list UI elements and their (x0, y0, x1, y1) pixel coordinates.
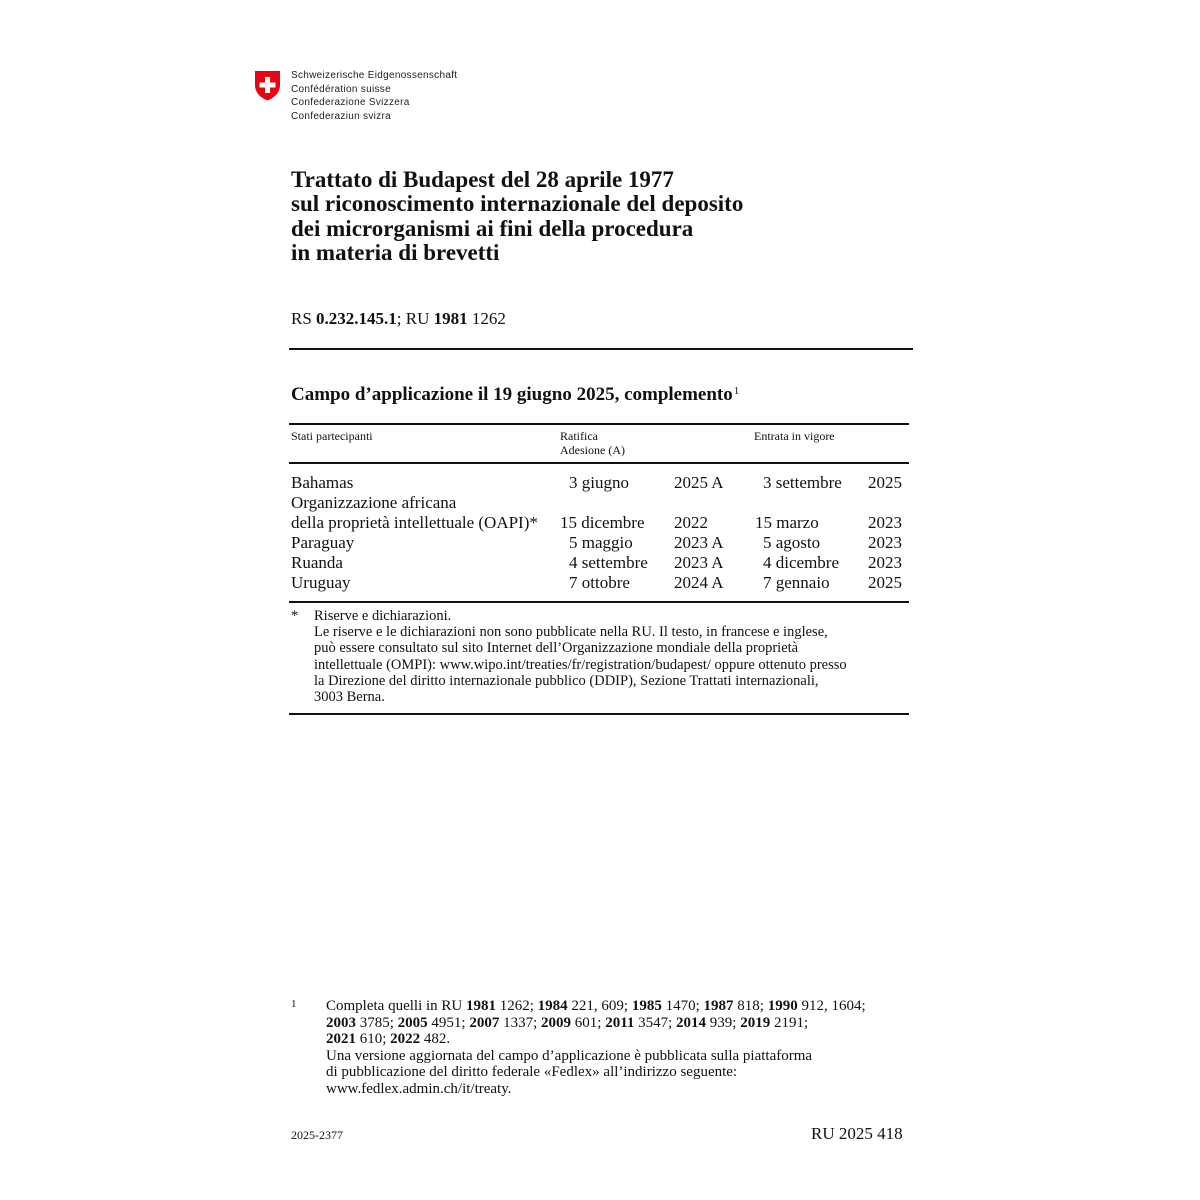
footnote-line: Completa quelli in RU 1981 1262; 1984 221, 609; 1985 1470; 1987 818; 1990 912, 1604; (326, 998, 866, 1014)
title-line: in materia di brevetti (291, 239, 500, 265)
footnote-line: 2021 610; 2022 482. (326, 1031, 451, 1047)
table-header-rule (289, 462, 909, 464)
footnote-line: 2003 3785; 2005 4951; 2007 1337; 2009 601; 2011 3547; 2014 939; 2019 2191; (326, 1014, 809, 1031)
note-line: 3003 Berna. (314, 689, 385, 706)
note-text (314, 608, 914, 705)
note-line: Riserve e dichiarazioni. (314, 608, 452, 624)
title-line: Trattato di Budapest del 28 aprile 1977 (291, 167, 674, 192)
ru-year: 1981 (433, 309, 468, 328)
table-cell-entry-date: 15 marzo (755, 513, 819, 532)
footnote-link: www.fedlex.admin.ch/it/treaty. (326, 1080, 512, 1097)
document-number: 2025-2377 (291, 1128, 343, 1142)
header-ratification-label: Ratifica (560, 429, 598, 443)
table-cell-ratif-year: 2022 (674, 513, 708, 532)
title-line: sul riconoscimento internazionale del deposito (291, 191, 744, 217)
scope-title (291, 384, 739, 406)
scope-title-text: Campo d’applicazione il 19 giugno 2025, complemento (291, 384, 733, 405)
table-cell-ratif-date: 3 giugno (569, 473, 629, 492)
rs-number: 0.232.145.1 (316, 309, 397, 328)
title-line: dei microrganismi ai fini della procedura (291, 215, 694, 241)
table-cell-state: Ruanda (291, 553, 343, 572)
table-cell-state: Organizzazione africana (291, 493, 457, 512)
note-line: può essere consultato sul sito Internet dell’Organizzazione mondiale della proprietà (314, 640, 799, 657)
note-star: * (291, 608, 299, 624)
header-states: Stati partecipanti (291, 429, 373, 443)
table-cell-state: Uruguay (291, 573, 351, 592)
table-cell-entry-year: 2023 (868, 533, 902, 552)
header-accession-label: Adesione (A) (560, 442, 625, 457)
table-bottom-rule (289, 601, 909, 603)
document-title (291, 168, 743, 265)
header-ratification (560, 430, 625, 457)
table-cell-ratif-date: 4 settembre (569, 553, 648, 572)
table-cell-entry-year: 2023 (868, 553, 902, 572)
reference-separator: ; RU (396, 309, 430, 328)
footnote-text (326, 998, 926, 1097)
confederation-de: Schweizerische Eidgenossenschaft (291, 70, 458, 81)
footnote-number: 1 (291, 998, 297, 1010)
note-line: Le riserve e le dichiarazioni non sono pubblicate nella RU. Il testo, in francese e inglese, (314, 624, 828, 641)
table-cell-entry-date: 4 dicembre (763, 553, 839, 572)
table-cell-entry-year: 2025 (868, 473, 902, 492)
footnote-mark: 1 (733, 385, 740, 397)
table-cell-ratif-date: 7 ottobre (569, 573, 630, 592)
table-cell-entry-date: 3 settembre (763, 473, 842, 492)
table-cell-entry-year: 2025 (868, 573, 902, 592)
confederation-names (291, 69, 457, 123)
note-line: la Direzione del diritto internazionale pubblico (DDIP), Sezione Trattati internazionali, (314, 672, 819, 689)
table-top-rule (289, 423, 909, 425)
section-divider (289, 348, 913, 350)
table-cell-state-cont: della proprietà intellettuale (OAPI)* (291, 513, 538, 532)
ru-reference: RU 2025 418 (811, 1124, 903, 1143)
swiss-cross-shield-icon (253, 70, 282, 101)
table-cell-ratif-year: 2024 A (674, 573, 724, 592)
footnote-line: Una versione aggiornata del campo d’applicazione è pubblicata sulla piattaforma (326, 1047, 813, 1064)
table-cell-entry-date: 5 agosto (763, 533, 821, 552)
rs-label: RS (291, 309, 312, 328)
confederation-fr: Confédération suisse (291, 83, 391, 95)
table-cell-entry-year: 2023 (868, 513, 902, 532)
footnote-line: di pubblicazione del diritto federale «Fedlex» all’indirizzo seguente: (326, 1064, 738, 1080)
confederation-it: Confederazione Svizzera (291, 97, 410, 109)
reference-line (291, 309, 506, 329)
header-entry: Entrata in vigore (754, 429, 835, 443)
table-cell-ratif-date: 5 maggio (569, 533, 633, 552)
confederation-rm: Confederaziun svizra (291, 110, 391, 122)
table-cell-ratif-year: 2023 A (674, 553, 724, 572)
note-line: intellettuale (OMPI): www.wipo.int/treaties/fr/registration/budapest/ oppure ottenuto presso (314, 656, 847, 673)
table-cell-entry-date: 7 gennaio (763, 573, 830, 592)
table-cell-ratif-year: 2025 A (674, 473, 724, 492)
table-cell-state: Bahamas (291, 473, 354, 492)
table-cell-ratif-year: 2023 A (674, 533, 724, 552)
table-cell-ratif-date: 15 dicembre (560, 513, 645, 532)
table-cell-state: Paraguay (291, 533, 355, 552)
note-bottom-rule (289, 713, 909, 715)
ru-page: 1262 (471, 309, 506, 328)
